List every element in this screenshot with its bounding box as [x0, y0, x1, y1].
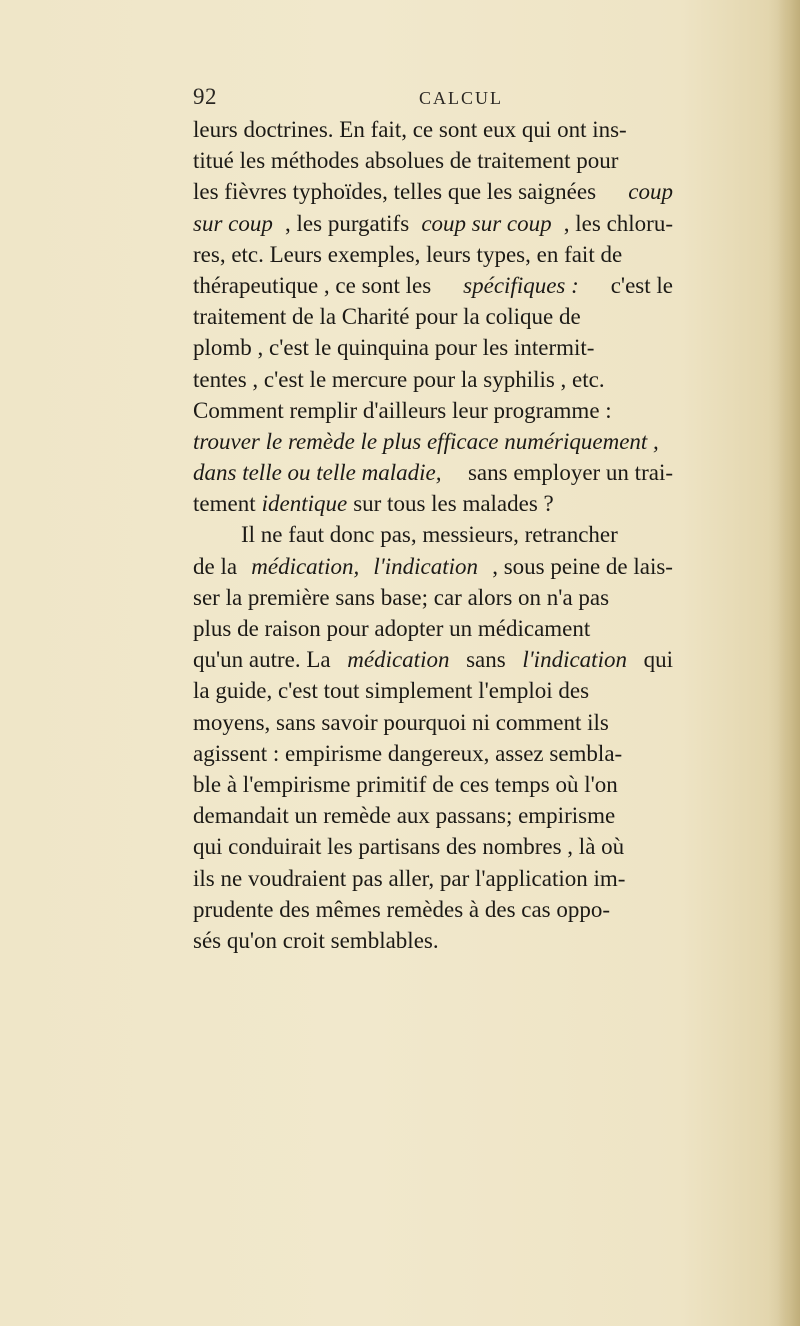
text-run: sans employer un trai-: [467, 460, 673, 486]
text-run: de la: [193, 553, 238, 579]
italic-run: l'indication: [373, 553, 478, 579]
text-run: ils ne voudraient pas aller, par l'application im-: [193, 865, 626, 891]
text-run: sés qu'on croit semblables.: [193, 927, 439, 953]
text-line: [193, 925, 673, 956]
text-run: plus de raison pour adopter un médicament: [193, 616, 591, 641]
text-line: [193, 457, 673, 488]
page-header: [193, 84, 673, 114]
paragraph-1: [193, 114, 673, 519]
text-line: [193, 114, 673, 145]
italic-run: l'indication: [522, 647, 627, 673]
body-text: [193, 114, 673, 956]
text-run: Comment remplir d'ailleurs leur programme :: [193, 397, 612, 423]
text-line: [193, 738, 673, 769]
text-line: [193, 301, 673, 332]
text-run: leurs doctrines. En fait, ce sont eux qui ont ins-: [193, 117, 627, 142]
text-run: prudente des mêmes remèdes à des cas oppo-: [193, 896, 611, 922]
text-line: [193, 582, 673, 613]
text-line: [193, 675, 673, 706]
text-line: [193, 270, 673, 301]
text-run: les fièvres typhoïdes, telles que les saignées: [193, 179, 597, 205]
italic-run: sur coup: [193, 210, 273, 236]
text-run: res, etc. Leurs exemples, leurs types, en fait de: [193, 241, 623, 267]
italic-run: identique: [261, 491, 348, 517]
text-line: [193, 239, 673, 270]
text-line: [193, 519, 673, 550]
text-line: [193, 769, 673, 800]
text-run: plomb , c'est le quinquina pour les intermit-: [193, 335, 595, 361]
text-line: [193, 488, 673, 519]
italic-run: coup: [628, 179, 673, 205]
text-run: sans: [466, 647, 506, 673]
text-line: [193, 208, 673, 239]
running-title: CALCUL: [419, 88, 503, 108]
text-run: qu'un autre. La: [193, 647, 331, 673]
text-line: [193, 395, 673, 426]
text-line: [193, 800, 673, 831]
text-line: [193, 176, 673, 207]
text-line: [193, 644, 673, 675]
italic-run: coup sur coup: [421, 210, 552, 236]
text-run: , sous peine de lais-: [492, 553, 673, 579]
page-number: 92: [193, 84, 217, 109]
text-line: [193, 426, 673, 457]
text-line: [193, 145, 673, 176]
text-run: thérapeutique , ce sont les: [193, 272, 432, 298]
text-run: qui conduirait les partisans des nombres , là où: [193, 834, 625, 860]
text-run: ble à l'empirisme primitif de ces temps où l'on: [193, 771, 618, 797]
text-line: [193, 551, 673, 582]
italic-run: trouver le remède le plus efficace numériquement ,: [193, 428, 659, 454]
italic-run: spécifiques :: [463, 272, 579, 298]
page-edge-shadow: [778, 0, 800, 1326]
italic-run: dans telle ou telle maladie,: [193, 460, 442, 486]
text-run: qui: [643, 647, 673, 673]
text-run: moyens, sans savoir pourquoi ni comment ils: [193, 709, 609, 735]
text-line: [193, 613, 673, 644]
text-run: sur tous les malades ?: [353, 491, 554, 517]
text-run: Il ne faut donc pas, messieurs, retrancher: [241, 522, 618, 548]
paragraph-2: [193, 519, 673, 956]
text-run: la guide, c'est tout simplement l'emploi des: [193, 678, 590, 704]
text-run: titué les méthodes absolues de traitement pour: [193, 148, 619, 174]
text-line: [193, 364, 673, 395]
text-run: , les purgatifs: [285, 210, 410, 236]
text-line: [193, 707, 673, 738]
text-line: [193, 332, 673, 363]
text-run: c'est le: [610, 272, 673, 298]
text-line: [193, 863, 673, 894]
text-run: demandait un remède aux passans; empirisme: [193, 803, 616, 829]
text-run: tentes , c'est le mercure pour la syphilis , etc.: [193, 366, 605, 392]
text-run: tement: [193, 491, 256, 517]
italic-run: médication: [347, 647, 450, 673]
text-run: agissent : empirisme dangereux, assez sembla-: [193, 740, 623, 766]
text-run: , les chloru-: [563, 210, 673, 236]
text-run: ser la première sans base; car alors on n'a pas: [193, 584, 610, 610]
text-line: [193, 831, 673, 862]
text-line: [193, 894, 673, 925]
text-run: traitement de la Charité pour la colique de: [193, 304, 581, 330]
italic-run: médication,: [251, 553, 360, 579]
